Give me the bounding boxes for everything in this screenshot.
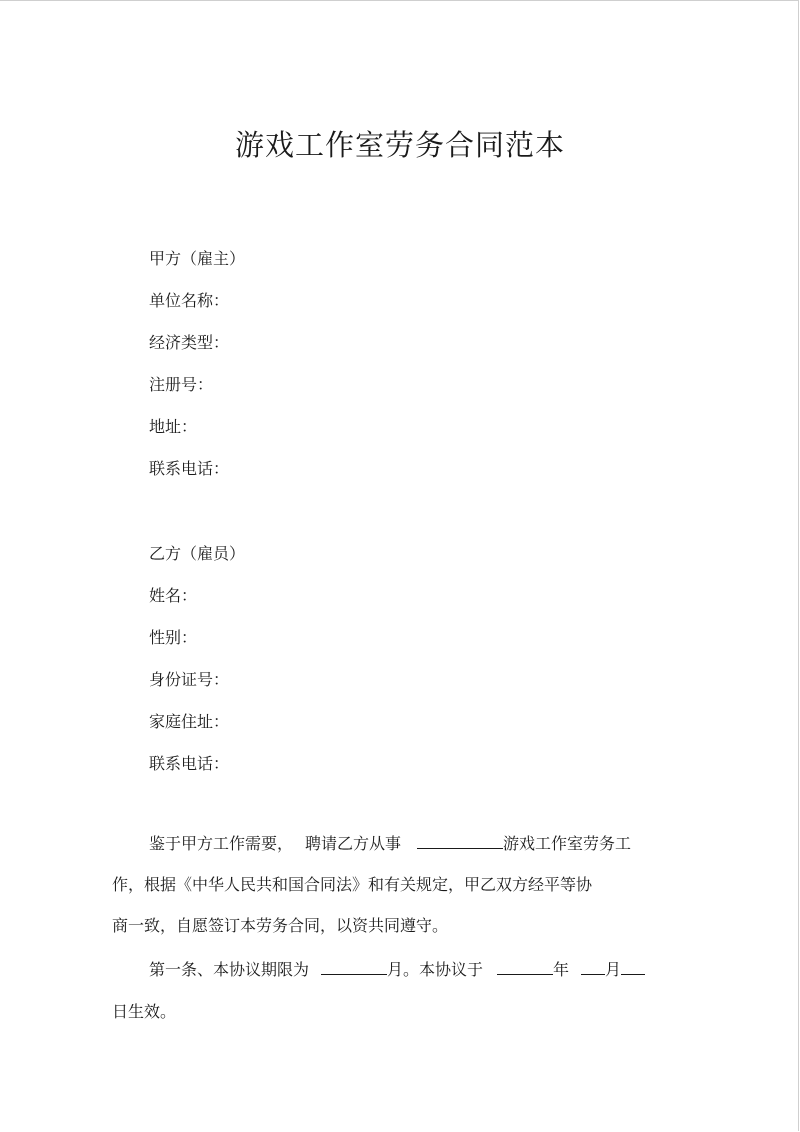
intro-line-1-suffix: 游戏工作室劳务工 [503,834,632,853]
intro-line-2: 作，根据《中华人民共和国合同法》和有关规定，甲乙双方经平等协 [112,875,593,894]
intro-line-1 [149,834,631,854]
effective-year-blank [497,960,553,975]
employee-name-label: 姓名： [149,586,198,605]
id-number-label: 身份证号： [149,670,230,689]
duration-months-blank [321,960,387,975]
article-1-prefix: 第一条、本协议期限为 [149,960,310,979]
article-1-line-2: 日生效。 [112,1002,177,1021]
article-1-month-text: 月。本协议于 [387,960,484,979]
article-1-year-text: 年 [553,960,570,979]
registration-no-label: 注册号： [149,375,214,394]
document-title: 游戏工作室劳务合同范本 [234,128,565,162]
home-address-label: 家庭住址： [149,712,230,731]
article-1-line-1 [149,960,645,980]
article-1-month2-text: 月 [605,960,622,979]
party-a-address-label: 地址： [149,417,198,436]
effective-month-blank [581,960,605,975]
intro-line-1-prefix: 鉴于甲方工作需要， [149,834,294,853]
intro-line-3: 商一致，自愿签订本劳务合同，以资共同遵守。 [112,916,449,935]
intro-line-1-middle: 聘请乙方从事 [305,834,402,853]
party-b-phone-label: 联系电话： [149,754,230,773]
job-title-blank [417,834,503,849]
party-b-heading: 乙方（雇员） [149,544,246,563]
company-name-label: 单位名称： [149,291,230,310]
party-a-phone-label: 联系电话： [149,459,230,478]
economic-type-label: 经济类型： [149,333,230,352]
gender-label: 性别： [149,628,198,647]
effective-day-blank [621,960,645,975]
party-a-heading: 甲方（雇主） [149,249,246,268]
